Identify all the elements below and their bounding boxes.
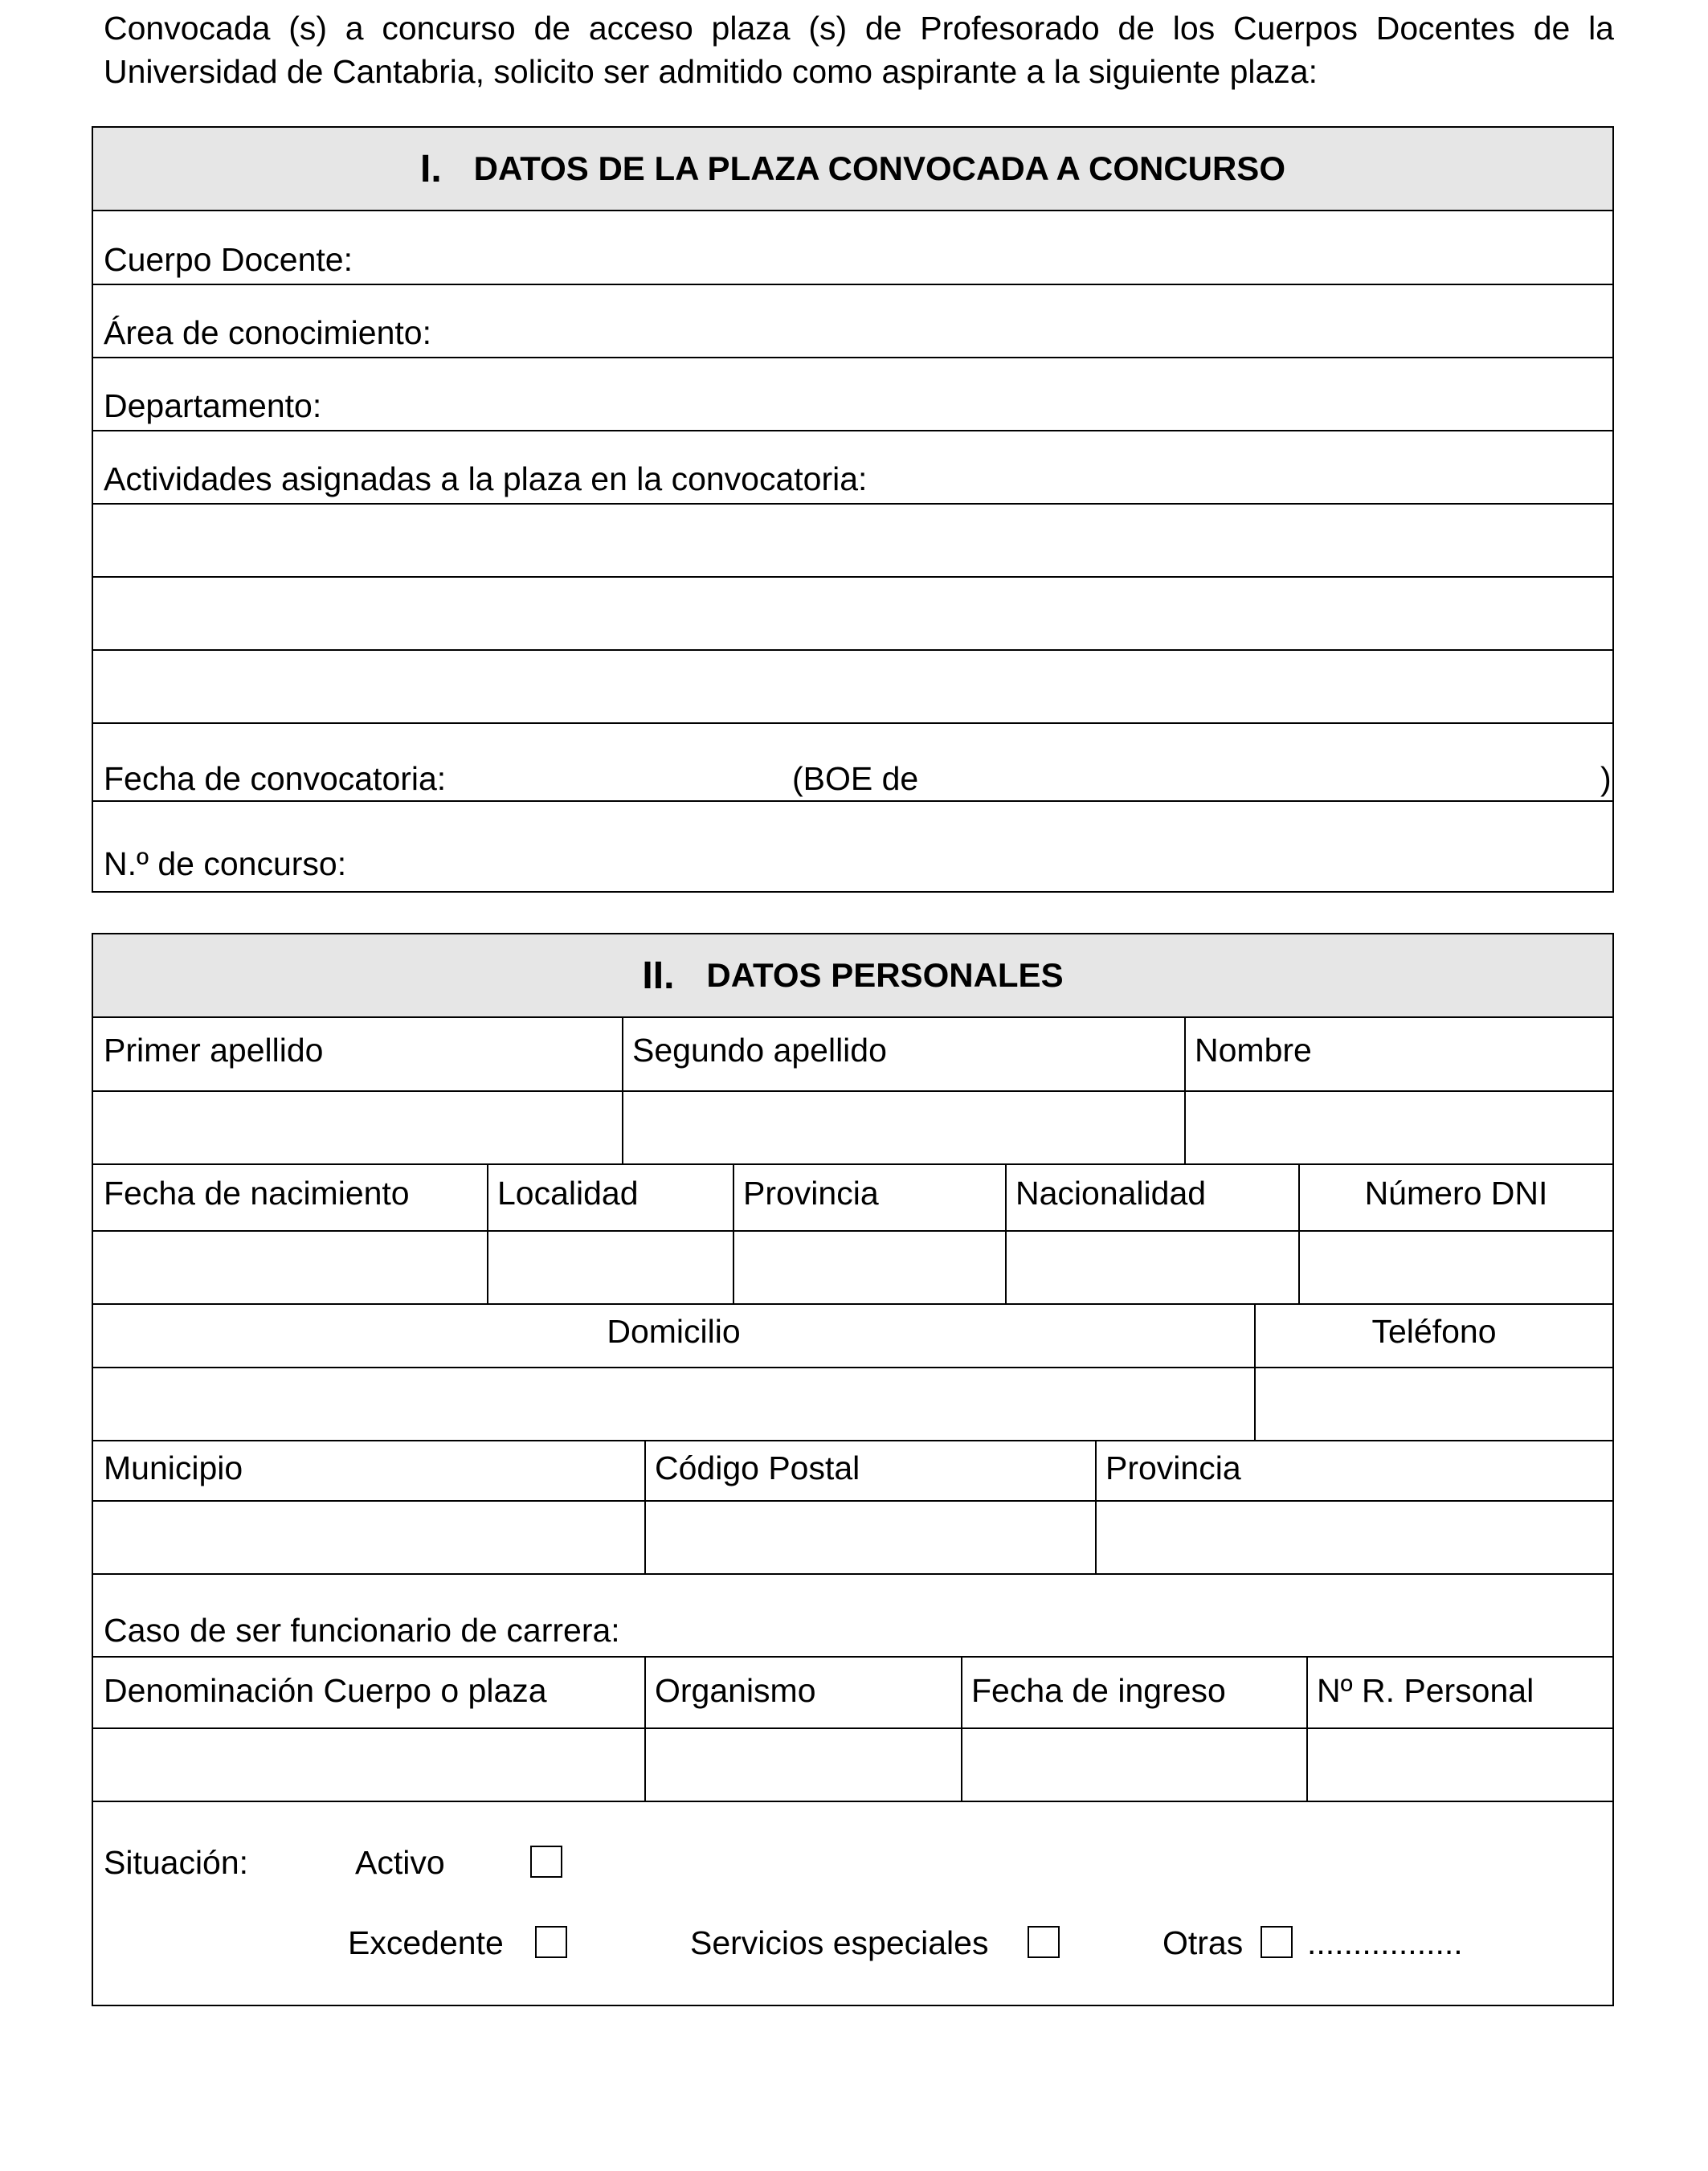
- section-datos-personales: [92, 933, 1614, 2006]
- label-organismo: Organismo: [655, 1672, 816, 1709]
- boe-field[interactable]: [937, 730, 1596, 796]
- cuerpo-docente-field[interactable]: [463, 216, 1604, 280]
- area-conocimiento-field[interactable]: [559, 288, 1604, 353]
- label-cuerpo-docente: Cuerpo Docente:: [104, 241, 353, 278]
- label-excedente: Excedente: [348, 1924, 504, 1961]
- servicios-especiales-checkbox[interactable]: [1028, 1926, 1060, 1958]
- actividades-line-2[interactable]: [96, 580, 1607, 646]
- telefono-field[interactable]: [1257, 1370, 1609, 1437]
- provincia-nacimiento-field[interactable]: [736, 1233, 1002, 1301]
- label-codigo-postal: Código Postal: [655, 1449, 860, 1486]
- provincia-domicilio-field[interactable]: [1098, 1503, 1609, 1571]
- segundo-apellido-field[interactable]: [625, 1094, 1181, 1161]
- label-fecha-nacimiento: Fecha de nacimiento: [104, 1175, 410, 1212]
- intro-paragraph: Convocada (s) a concurso de acceso plaza (s) de Profesorado de los Cuerpos Docentes de la Universidad de Cantabria, solicito ser admitido como aspirante a la siguiente plaza:: [104, 10, 1614, 90]
- label-funcionario-carrera: Caso de ser funcionario de carrera:: [104, 1612, 620, 1649]
- label-domicilio: Domicilio: [607, 1313, 741, 1350]
- label-num-concurso: N.º de concurso:: [104, 845, 347, 882]
- label-provincia-domicilio: Provincia: [1105, 1449, 1241, 1486]
- label-fecha-ingreso: Fecha de ingreso: [971, 1672, 1226, 1709]
- label-municipio: Municipio: [104, 1449, 243, 1486]
- section-plaza-header: [93, 128, 1612, 211]
- label-activo: Activo: [355, 1844, 445, 1881]
- nombre-field[interactable]: [1187, 1094, 1609, 1161]
- label-telefono: Teléfono: [1371, 1313, 1497, 1350]
- label-nacionalidad: Nacionalidad: [1015, 1175, 1207, 1212]
- label-denominacion-cuerpo: Denominación Cuerpo o plaza: [104, 1672, 547, 1709]
- boe-close-paren: ): [1600, 760, 1612, 797]
- organismo-field[interactable]: [648, 1731, 958, 1798]
- section-personal-title: DATOS PERSONALES: [706, 956, 1064, 994]
- municipio-field[interactable]: [96, 1503, 641, 1571]
- numero-dni-field[interactable]: [1301, 1233, 1609, 1301]
- codigo-postal-field[interactable]: [648, 1503, 1092, 1571]
- label-provincia-nacimiento: Provincia: [743, 1175, 879, 1212]
- label-boe: (BOE de: [792, 760, 919, 797]
- nro-registro-personal-field[interactable]: [1310, 1731, 1609, 1798]
- label-area-conocimiento: Área de conocimiento:: [104, 314, 431, 351]
- label-nro-registro-personal: Nº R. Personal: [1317, 1672, 1534, 1709]
- activo-checkbox[interactable]: [530, 1846, 562, 1878]
- primer-apellido-field[interactable]: [96, 1094, 619, 1161]
- actividades-line-1[interactable]: [96, 507, 1607, 573]
- otras-dotted-field[interactable]: .................: [1307, 1924, 1463, 1961]
- label-primer-apellido: Primer apellido: [104, 1032, 324, 1069]
- fecha-nacimiento-field[interactable]: [96, 1233, 484, 1301]
- section-plaza-number: I.: [419, 147, 442, 190]
- nacionalidad-field[interactable]: [1008, 1233, 1295, 1301]
- label-departamento: Departamento:: [104, 387, 322, 424]
- domicilio-field[interactable]: [96, 1370, 1251, 1437]
- label-servicios-especiales: Servicios especiales: [690, 1924, 989, 1961]
- label-nombre: Nombre: [1195, 1032, 1312, 1069]
- otras-checkbox[interactable]: [1261, 1926, 1293, 1958]
- section-personal-header: [93, 934, 1612, 1018]
- fecha-ingreso-field[interactable]: [964, 1731, 1303, 1798]
- label-actividades: Actividades asignadas a la plaza en la convocatoria:: [104, 460, 868, 497]
- actividades-line-3[interactable]: [96, 653, 1607, 719]
- label-situacion: Situación:: [104, 1844, 249, 1881]
- label-localidad: Localidad: [497, 1175, 639, 1212]
- num-concurso-field[interactable]: [455, 807, 1604, 887]
- label-numero-dni: Número DNI: [1364, 1175, 1548, 1212]
- label-segundo-apellido: Segundo apellido: [632, 1032, 887, 1069]
- excedente-checkbox[interactable]: [535, 1926, 567, 1958]
- denominacion-cuerpo-field[interactable]: [96, 1731, 641, 1798]
- departamento-field[interactable]: [439, 361, 1604, 425]
- section-personal-number: II.: [642, 954, 675, 997]
- section-plaza: [92, 126, 1614, 893]
- section-plaza-title: DATOS DE LA PLAZA CONVOCADA A CONCURSO: [473, 149, 1285, 187]
- localidad-field[interactable]: [490, 1233, 729, 1301]
- label-otras: Otras: [1163, 1924, 1244, 1961]
- label-fecha-convocatoria: Fecha de convocatoria:: [104, 760, 447, 797]
